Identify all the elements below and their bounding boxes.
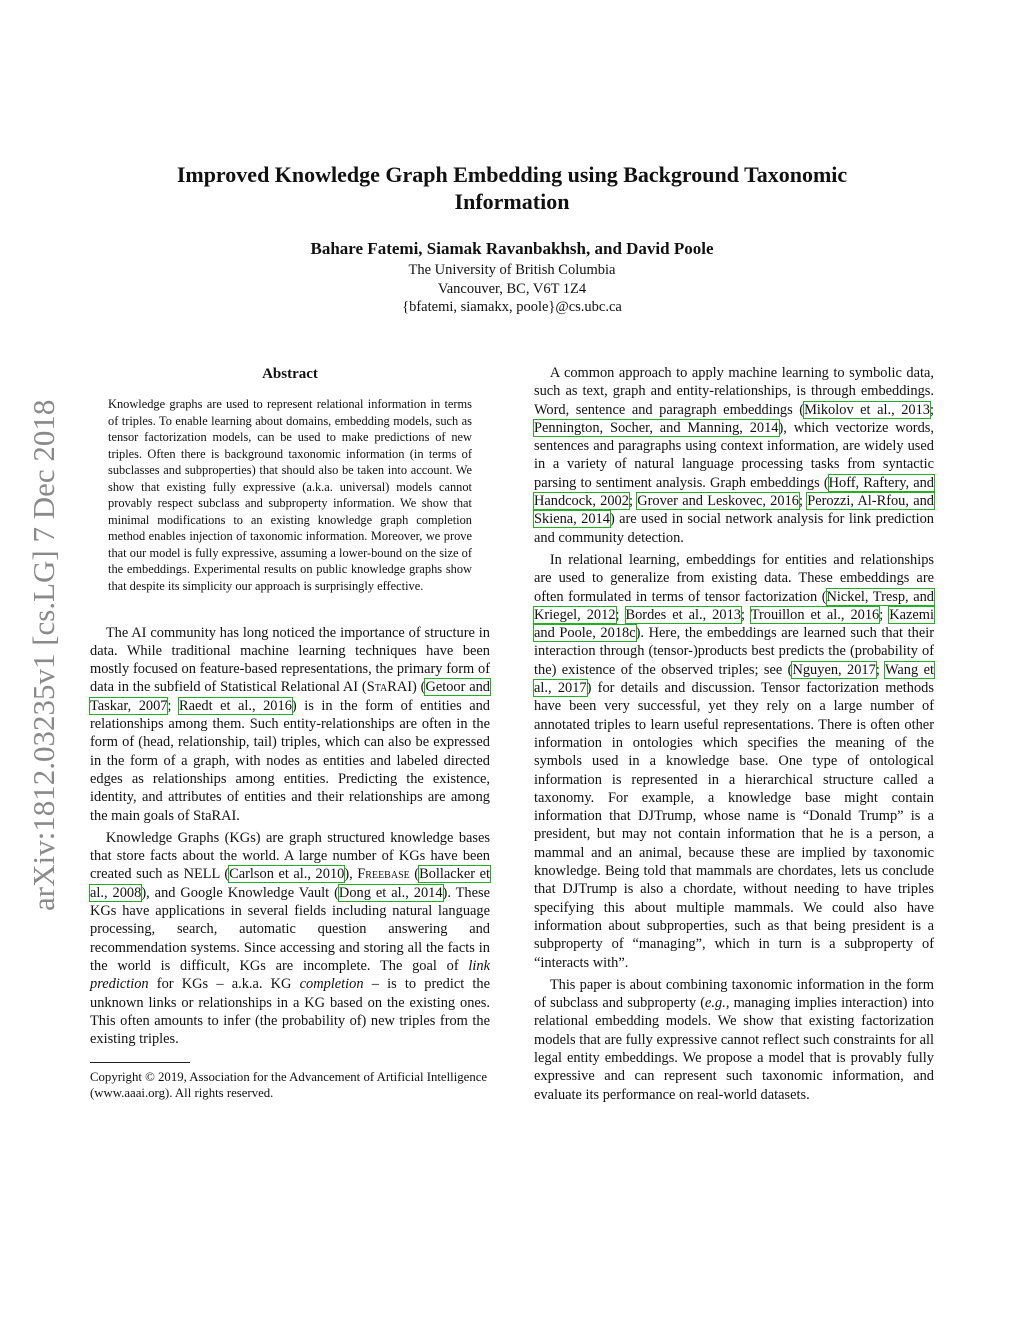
location: Vancouver, BC, V6T 1Z4 [437, 280, 587, 297]
copyright-footnote: Copyright © 2019, Association for the Advancement of Artificial Intelligence (www.aaai.org). All rights reserved. [90, 1070, 488, 1101]
citation-link[interactable]: Pennington, Socher, and Manning, 2014 [534, 419, 779, 436]
citation-link[interactable]: Hoff, Raftery, and Handcock, 2002 [534, 474, 935, 510]
abstract-heading: Abstract [262, 366, 318, 382]
right-column [534, 364, 934, 1104]
citation-link[interactable]: Getoor and Taskar, 2007 [90, 679, 490, 714]
title-line-2: Information [454, 189, 570, 214]
citation-link[interactable]: Grover and Leskovec, 2016 [637, 493, 799, 510]
paragraph-relational-learning: In relational learning, embeddings for entities and relationships are used to generalize from existing data. These embeddings are often formulated in terms of tensor factorization (Nickel, Tresp, and Kriegel, 2012; Bordes et al., 2013; Trouillon et al., 2016; Kazemi and Poole, 2018c). Here, the embeddings are learned such that their interaction through (tensor-)products best predicts the (probability of the) existence of the observed triples; see (Nguyen, 2017; Wang et al., 2017) for details and discussion. Tensor factorization methods have been very successful, yet they rely on a large number of annotated triples to learn useful representations. There is often other information in ontologies which specifies the meaning of the symbols used in a knowledge base. One type of ontological information is represented in a hierarchical structure called a taxonomy. For example, a knowledge base might contain information that DJTrump, whose name is “Donald Trump” is a president, but may not contain information that he is a person, a mammal and an animal, because these are implied by taxonomic knowledge. Being told that mammals are chordates, lets us conclude that DJTrump is also a chordate, without needing to have triples specifying this about multiple mammals. We could also have information about subproperties, such as that being president is a subproperty of “managing”, which in turn is a subproperty of “interacts with”. [534, 551, 935, 971]
citation-link[interactable]: Carlson et al., 2010 [229, 866, 345, 883]
citation-link[interactable]: Nickel, Tresp, and Kriegel, 2012 [534, 588, 935, 623]
citation-link[interactable]: Kazemi and Poole, 2018c [534, 606, 934, 642]
citation-link[interactable]: Trouillon et al., 2016 [750, 606, 880, 623]
left-body [90, 624, 490, 1049]
left-column [90, 364, 490, 1101]
citation-link[interactable]: Wang et al., 2017 [534, 661, 934, 697]
university: The University of British Columbia [408, 262, 616, 278]
citation-link[interactable]: Bollacker et al., 2008 [90, 866, 490, 901]
paragraph-embeddings: A common approach to apply machine learning to symbolic data, such as text, graph and entity-relationships, is through embeddings. Word, sentence and paragraph embeddings (Mikolov et al., 2013; Pennington, Socher, and Manning, 2014), which vectorize words, sentences and paragraphs using context information, are widely used in a variety of natural language processing tasks from syntactic parsing to sentiment analysis. Graph embeddings (Hoff, Raftery, and Handcock, 2002; Grover and Leskovec, 2016; Perozzi, Al-Rfou, and Skiena, 2014) are used in social network analysis for link prediction and community detection. [534, 365, 935, 546]
citation-link[interactable]: Nguyen, 2017 [792, 661, 876, 678]
citation-link[interactable]: Mikolov et al., 2013 [804, 401, 930, 418]
emails: {bfatemi, siamakx, poole}@cs.ubc.ca [402, 299, 622, 315]
paper-title [120, 161, 904, 215]
paragraph-intro-2: Knowledge Graphs (KGs) are graph structured knowledge bases that store facts about the world. A large number of KGs have been created such as NELL (Carlson et al., 2010), Freebase (Bollacker et al., 2008), and Google Knowledge Vault (Dong et al., 2014). These KGs have applications in several fields including natural language processing, search, automatic question answering and recommendation systems. Since accessing and storing all the facts in the world is difficult, KGs are incomplete. The goal of link prediction for KGs – a.k.a. KG completion – is to predict the unknown links or relationships in a KG based on the existing ones. This often amounts to infer (the probability of) new triples from the existing triples. [90, 829, 491, 1048]
title-line-1: Improved Knowledge Graph Embedding using Background Taxonomic [176, 162, 848, 187]
abstract-text: Knowledge graphs are used to represent relational information in terms of triples. To enable learning about domains, embedding models, such as tensor factorization models, can be used to make predictions of new triples. Often there is background taxonomic information (in terms of subclasses and subproperties) that should also be taken into account. We show that existing fully expressive (a.k.a. universal) models cannot provably respect subclass and subproperty information. We show that minimal modifications to an existing knowledge graph completion method enables injection of taxonomic information. Moreover, we prove that our model is fully expressive, assuming a lower-bound on the size of the embeddings. Experimental results on public knowledge graphs show that despite its simplicity our approach is surprisingly effective. [108, 397, 472, 594]
right-body [534, 364, 934, 1104]
citation-link[interactable]: Raedt et al., 2016 [179, 697, 292, 714]
arxiv-stamp: arXiv:1812.03235v1 [cs.LG] 7 Dec 2018 [26, 399, 61, 911]
citation-link[interactable]: Perozzi, Al-Rfou, and Skiena, 2014 [534, 493, 934, 528]
citation-link[interactable]: Dong et al., 2014 [338, 884, 443, 901]
authors: Bahare Fatemi, Siamak Ravanbakhsh, and David Poole [310, 239, 714, 258]
starai-term: StaRAI [366, 679, 413, 696]
citation-link[interactable]: Bordes et al., 2013 [625, 606, 741, 623]
freebase-term: Freebase [357, 866, 410, 883]
affiliation [120, 261, 904, 317]
paragraph-intro-1: The AI community has long noticed the importance of structure in data. While traditional machine learning techniques have been mostly focused on feature-based representations, the primary form of data in the subfield of Statistical Relational AI (StaRAI) (Getoor and Taskar, 2007; Raedt et al., 2016) is in the form of entities and relationships among them. Such entity-relationships are often in the form of (head, relationship, tail) triples, which can also be expressed in the form of a graph, with nodes as entities and labeled directed edges as relationships among entities. Predicting the existence, identity, and attributes of entities and their relationships are among the main goals of StaRAI. [90, 624, 490, 824]
footnote-rule [90, 1062, 190, 1063]
paragraph-contribution: This paper is about combining taxonomic information in the form of subclass and subproperty (e.g., managing implies interaction) into relational embedding models. We show that existing factorization models that are fully expressive cannot reflect such constraints for all legal entity embeddings. We propose a model that is provably fully expressive and can represent such taxonomic information, and evaluate its performance on real-world datasets. [534, 976, 934, 1103]
